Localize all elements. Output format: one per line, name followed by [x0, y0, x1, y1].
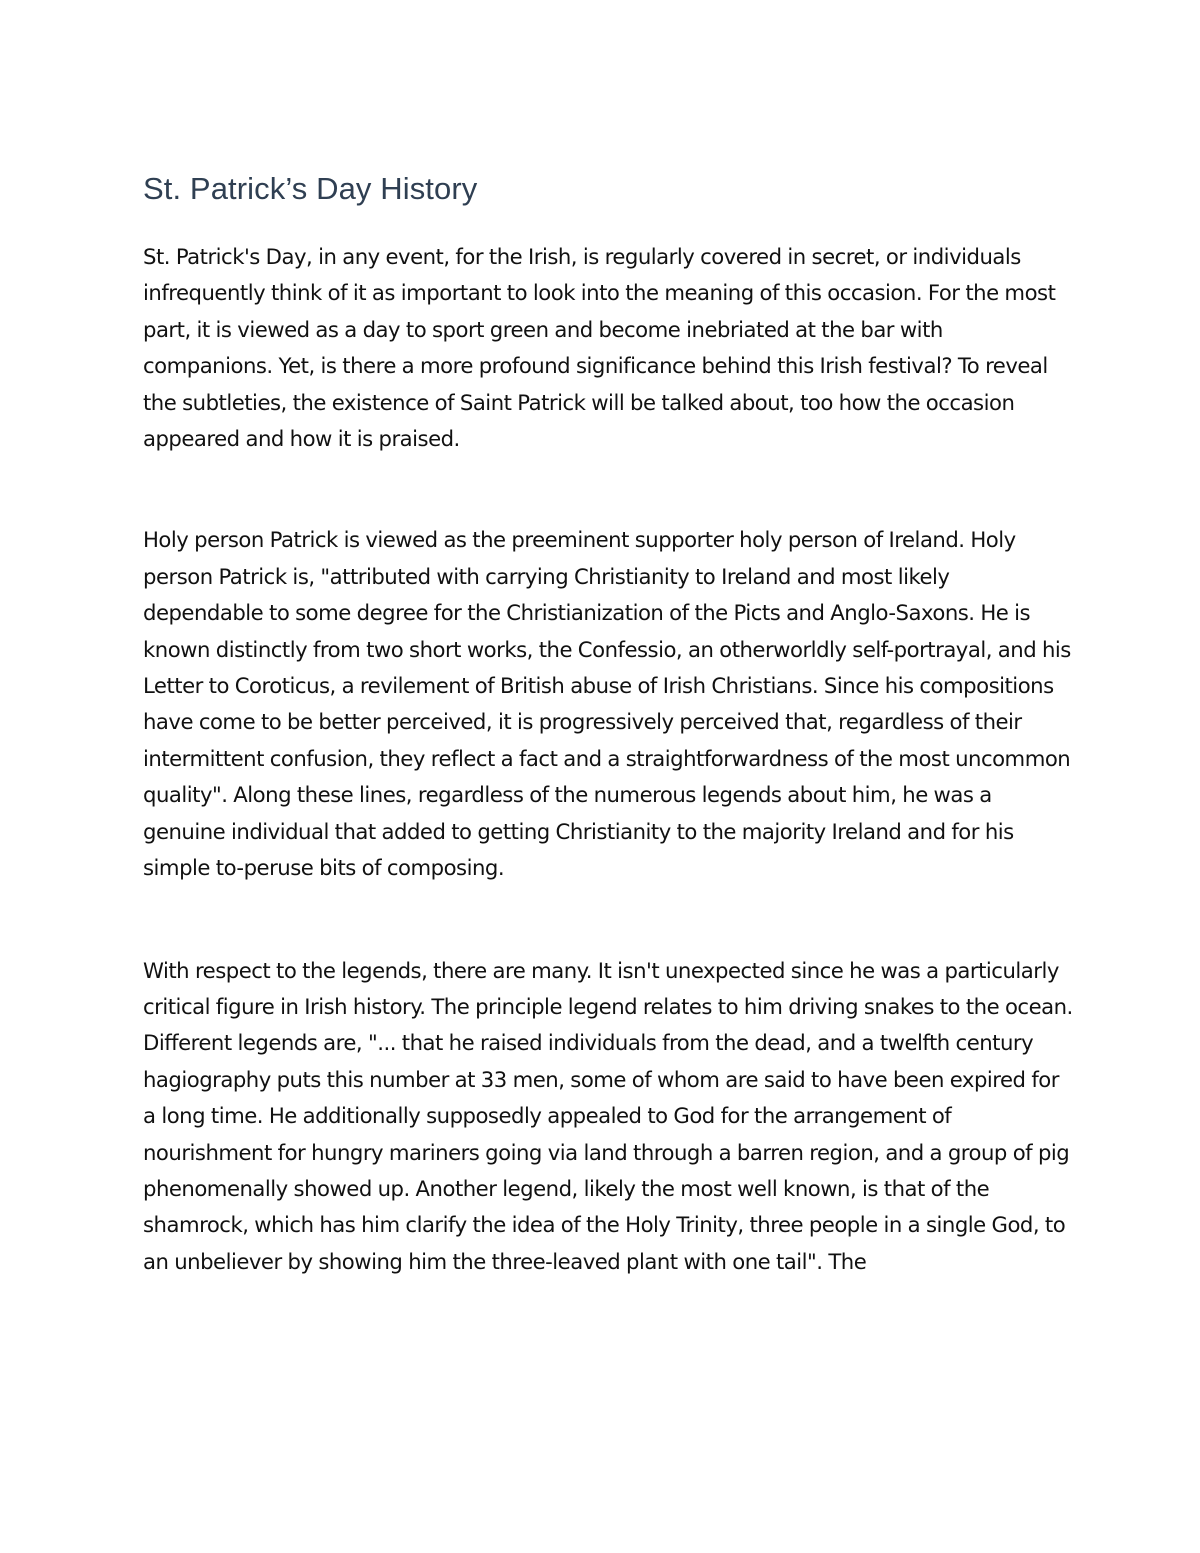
document-body: [143, 166, 1073, 1280]
page-title: St. Patrick’s Day History: [143, 171, 478, 206]
paragraph-saint-patrick: Holy person Patrick is viewed as the preeminent supporter holy person of Ireland. Holy person Patrick is, "attributed with carrying Christianity to Ireland and most likely dependable to some degree for the Christianization of the Picts and Anglo-Saxons. He is known distinctly from two short works, the Confessio, an otherworldly self-portrayal, and his Letter to Coroticus, a revilement of British abuse of Irish Christians. Since his compositions have come to be better perceived, it is progressively perceived that, regardless of their intermittent confusion, they reflect a fact and a straightforwardness of the most uncommon quality". Along these lines, regardless of the numerous legends about him, he was a genuine individual that added to getting Christianity to the majority Ireland and for his simple to-peruse bits of composing.: [143, 527, 1071, 881]
paragraph-intro: St. Patrick's Day, in any event, for the Irish, is regularly covered in secret, or individuals infrequently think of it as important to look into the meaning of this occasion. For the most part, it is viewed as a day to sport green and become inebriated at the bar with companions. Yet, is there a more profound significance behind this Irish festival? To reveal the subtleties, the existence of Saint Patrick will be talked about, too how the occasion appeared and how it is praised.: [143, 244, 1056, 452]
paragraph-legends: With respect to the legends, there are many. It isn't unexpected since he was a particularly critical figure in Irish history. The principle legend relates to him driving snakes to the ocean. Different legends are, "... that he raised individuals from the dead, and a twelfth century hagiography puts this number at 33 men, some of whom are said to have been expired for a long time. He additionally supposedly appealed to God for the arrangement of nourishment for hungry mariners going via land through a barren region, and a group of pig phenomenally showed up. Another legend, likely the most well known, is that of the shamrock, which has him clarify the idea of the Holy Trinity, three people in a single God, to an unbeliever by showing him the three-leaved plant with one tail". The: [143, 957, 1073, 1274]
